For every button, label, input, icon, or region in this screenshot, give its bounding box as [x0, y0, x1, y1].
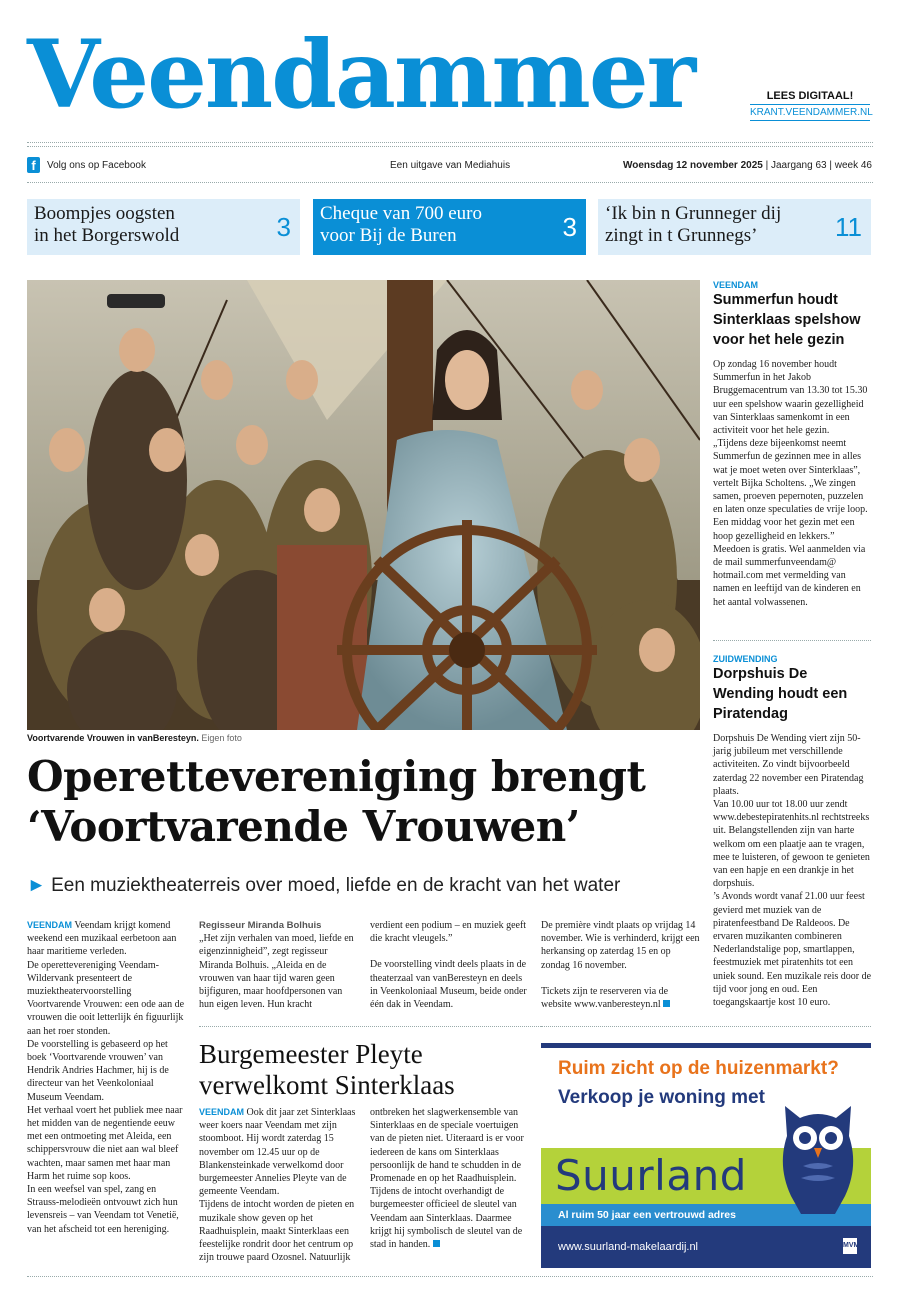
main-article-col1	[27, 919, 187, 1236]
ad-brand: Suurland	[555, 1151, 747, 1200]
photo-credit: Eigen foto	[201, 733, 242, 743]
teaser-title: Cheque van 700 euro	[320, 203, 482, 224]
date: Woensdag 12 november 2025	[622, 160, 763, 171]
issue-date	[623, 160, 872, 171]
teaser-title: ‘Ik bin n Grunneger dij	[605, 203, 782, 224]
triangle-right-icon: ►	[27, 875, 46, 896]
mvm-badge: MVM	[843, 1238, 857, 1254]
body-text: ’s Avonds wordt vanaf 21.00 uur feest gevierd met muziek van de piratenfeestband De Raldeoos. De ervaren muzikanten combineren Nederlandstalige pop, smartlappen, feestmuziek met piratenhits tot een uniek sound. Een muzikale reis door de tijd voor jong en oud. Een toegangskaartje kost 10 euro.	[713, 891, 872, 1009]
divider	[541, 1026, 871, 1027]
subheadline	[27, 875, 620, 897]
body-text: Dorpshuis De Wending viert zijn 50-jarig jubileum met verschillende activiteiten. Zo vindt bijvoorbeeld zaterdag 22 november een Piratendag plaats.	[713, 733, 864, 797]
divider	[713, 640, 871, 641]
headline-line: Burgemeester Pleyte	[199, 1039, 423, 1069]
kicker: VEENDAM	[27, 920, 73, 930]
headline-line: Operettevereniging brengt	[27, 752, 646, 801]
teaser-title: voor Bij de Buren	[320, 225, 457, 246]
body-text: Tickets zijn te reserveren via de website www.vanberesteyn.nl	[541, 985, 669, 1011]
lees-digitaal-link[interactable]	[750, 90, 873, 121]
publisher: Een uitgave van Mediahuis	[390, 160, 511, 171]
body-text: De voorstelling is gebaseerd op het boek ‘Voortvarende vrouwen’ van Hendrik Andries Hachmer, hij is de directeur van het Veenkoloniaal Museum Veendam.	[27, 1038, 169, 1103]
end-mark-icon	[663, 1000, 670, 1007]
body-text: „Tijdens deze bijeenkomst neemt Summerfun de gezinnen mee in alles wat je moet weten over Sinterklaas”, vertelt Bijka Scholtens. „We zingen samen, proeven pepernoten, puzzelen en laten onze speculaties de vrije loop. Een middag voor het gezin met een hoop gezelligheid en lekkers.”	[713, 438, 868, 542]
ad-tagline: Al ruim 50 jaar een vertrouwd adres	[541, 1204, 871, 1226]
teaser-page: 3	[562, 212, 577, 242]
photo-caption	[27, 733, 242, 743]
headline-line: ‘Voortvarende Vrouwen’	[27, 802, 580, 851]
sidebar-article-1[interactable]	[713, 280, 871, 609]
main-headline[interactable]	[27, 752, 645, 852]
body-text: „Het zijn verhalen van moed, liefde en eigenzinnigheid”, zegt regisseur Miranda Bolhuis. „Aleida en de vrouwen van haar tijd waren geen bijfiguren, maar hoofdpersonen van hun eigen leven. Hun kracht	[199, 933, 354, 1011]
teaser[interactable]	[313, 199, 586, 255]
teaser-title: Boompjes oogsten	[34, 203, 175, 224]
body-text: Het verhaal voert het publiek mee naar het midden van de negentiende eeuw met een ontmoeting met Aleida, een schippersvrouw die niet aan wal bleef wachten, maar samen met haar man Harm het ruime sop koos.	[27, 1104, 183, 1182]
jaargang: | Jaargang 63 | week 46	[765, 160, 872, 171]
body-text: Ook dit jaar zet Sinterklaas weer koers naar Veendam met zijn stoomboot. Hij wordt zaterdag 15 november om 12.45 uur op de Blankensteinkade verwelkomd door burgemeester Annelies Pleyte van de gemeente Veendam.	[199, 1107, 356, 1198]
suurland-ad[interactable]	[541, 1043, 871, 1263]
facebook-icon[interactable]: f	[27, 157, 40, 173]
body-text: In een weefsel van spel, zang en Strauss-melodieën ontvouwt zich hun levensreis – van Veendam tot Venetië, van het afscheid tot een hereniging.	[27, 1184, 179, 1235]
sidebar-headline: Summerfun houdt Sinterklaas spelshow voor het hele gezin	[713, 292, 861, 348]
sidebar-headline: Dorpshuis De Wending houdt een Piratendag	[713, 666, 848, 722]
ad-headline: Ruim zicht op de huizenmarkt?	[558, 1058, 839, 1079]
main-photo	[27, 280, 700, 730]
body-text: Tijdens de intocht overhandigt de burgemeester officieel de sleutel van Veendam aan Sinterklaas. Daarmee krijgt hij symbolisch de sleutel van de stad in handen.	[370, 1186, 523, 1251]
main-article-col2	[199, 919, 357, 1011]
divider	[27, 1276, 873, 1277]
body-text: Van 10.00 uur tot 18.00 uur zendt www.debestepiratenhits.nl rechtstreeks uit. Belangstellenden zijn van harte welkom om een plaatje aan te vragen, mee te luisteren, of gewoon te genieten van een hapje en een drankje in het dorpshuis.	[713, 799, 870, 890]
article2-headline[interactable]	[199, 1039, 455, 1101]
owl-icon	[775, 1096, 861, 1216]
masthead-title: Veendammer	[27, 20, 695, 130]
kicker: ZUIDWENDING	[713, 654, 778, 664]
facebook-link[interactable]: Volg ons op Facebook	[47, 160, 146, 171]
ad-url[interactable]: www.suurland-makelaardij.nl	[541, 1226, 871, 1268]
caption-text: Voortvarende Vrouwen in vanBeresteyn.	[27, 733, 199, 743]
divider	[27, 142, 873, 143]
lees-digitaal-label: LEES DIGITAAL!	[750, 90, 870, 105]
headline-line: verwelkomt Sinterklaas	[199, 1070, 455, 1100]
teaser[interactable]	[598, 199, 871, 255]
body-text: De operettevereniging Veendam-Wildervank presenteert de muziektheatervoorstelling Voortvarende Vrouwen: een ode aan de vrouwen die ooit letterlijk én figuurlijk aan het roer stonden.	[27, 959, 185, 1037]
body-text: verdient een podium – en muziek geeft die kracht vleugels.”	[370, 920, 527, 945]
sidebar-article-2[interactable]	[713, 654, 871, 1009]
subheading: Regisseur Miranda Bolhuis	[199, 920, 322, 931]
teaser[interactable]	[27, 199, 300, 255]
body-text: De voorstelling vindt deels plaats in de theaterzaal van vanBeresteyn en deels in Veenkoloniaal Museum, beide onder één dak in Veendam.	[370, 959, 527, 1011]
subheadline-text: Een muziektheaterreis over moed, liefde en de kracht van het water	[51, 875, 621, 896]
kicker: VEENDAM	[199, 1107, 245, 1117]
ad-subline: Verkoop je woning met	[558, 1087, 765, 1108]
teaser-title: zingt in t Grunnegs’	[605, 225, 758, 246]
body-text: Veendam krijgt komend weekend een muzikaal eerbetoon aan haar maritieme verleden.	[27, 920, 177, 958]
body-text: Tijdens de intocht worden de pieten en muzikale show geven op het Raadhuisplein, maakt Sinterklaas een feestelijke rondrit door het centrum op zijn trouwe paard Ozosnel. Natuurlijk	[199, 1199, 355, 1264]
body-text: ontbreken het slagwerkensemble van Sinterklaas en de speciale voertuigen van de pieten niet. Uiteraard is er voor iedereen de kans om Sinterklaas persoonlijk de hand te schudden in de Promenade en op het Raadhuisplein.	[370, 1107, 524, 1185]
krant-url[interactable]: KRANT.VEENDAMMER.NL	[750, 105, 870, 121]
main-article-col4	[541, 919, 701, 1011]
kicker: VEENDAM	[713, 280, 759, 290]
article2-col1	[199, 1106, 357, 1264]
teaser-page: 11	[835, 212, 862, 242]
body-text: Meedoen is gratis. Wel aanmelden via de mail summerfunveendam@ hotmail.com met vermelding van namen en leeftijd van de kinderen en het aantal volwassenen.	[713, 543, 866, 608]
divider	[27, 146, 873, 147]
article2-col2	[370, 1106, 528, 1251]
body-text: Op zondag 16 november houdt Summerfun in het Jakob Bruggemacentrum van 13.30 tot 15.30 uur een spelshow waarin gezelligheid van Sinterklaas samenkomt in een activiteit voor het hele gezin.	[713, 359, 868, 437]
main-article-col3	[370, 919, 528, 1011]
divider	[27, 182, 873, 183]
body-text: De première vindt plaats op vrijdag 14 november. Wie is verhinderd, krijgt een herkansing op zaterdag 15 en op zondag 16 november.	[541, 920, 700, 971]
teaser-page: 3	[276, 212, 291, 242]
teaser-title: in het Borgerswold	[34, 225, 180, 246]
end-mark-icon	[433, 1240, 440, 1247]
